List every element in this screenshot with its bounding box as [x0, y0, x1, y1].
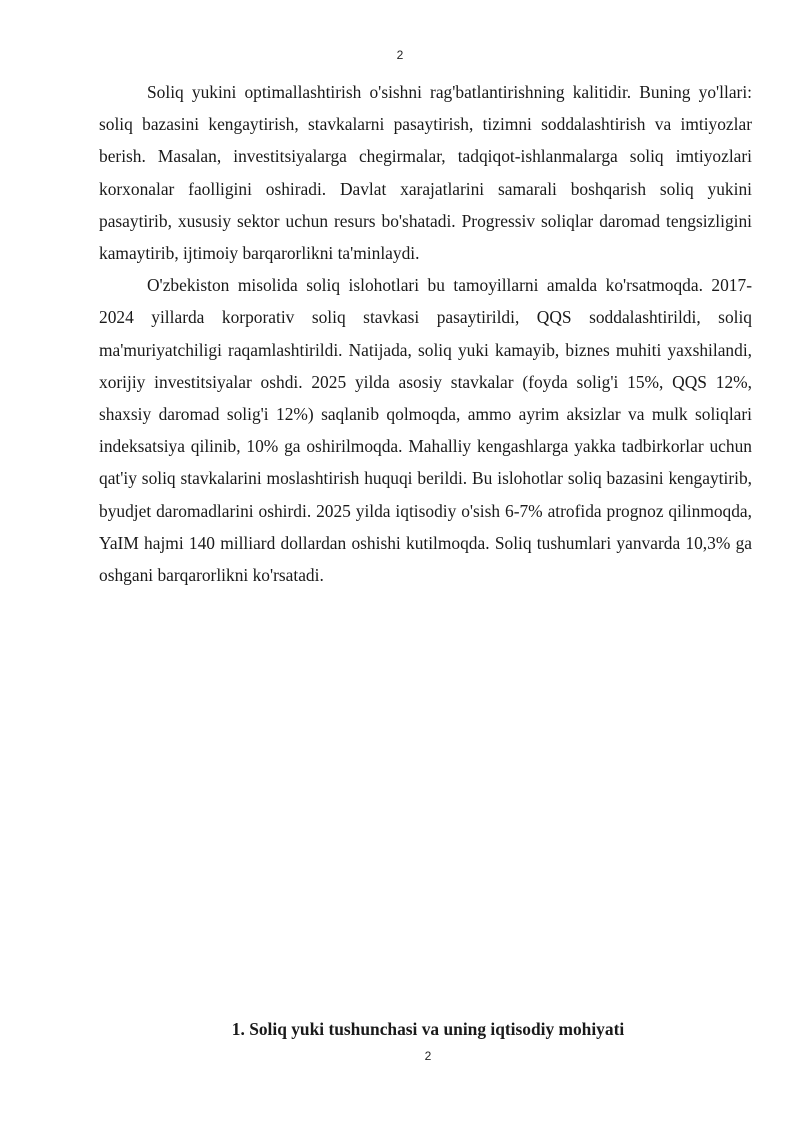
page-number-header: 2: [396, 48, 404, 62]
body-text: [99, 76, 752, 591]
paragraph-tax-burden-optimization: Soliq yukini optimallashtirish o'sishni rag'batlantirishning kalitidir. Buning yo'llari: soliq bazasini kengaytirish, stavkalarni pasaytirish, tizimni soddalashtirish va imtiyozlar berish. Masalan, investitsiyalarga chegirmalar, tadqiqot-ishlanmalarga soliq imtiyozlari korxonalar faolligini oshiradi. Davlat xarajatlarini samarali boshqarish soliq yukini pasaytirib, xususiy sektor uchun resurs bo'shatadi. Progressiv soliqlar daromad tengsizligini kamaytirib, ijtimoiy barqarorlikni ta'minlaydi.: [99, 82, 752, 264]
section-heading: 1. Soliq yuki tushunchasi va uning iqtisodiy mohiyati: [231, 1019, 625, 1039]
page-number-footer: 2: [424, 1049, 432, 1063]
paragraph-uzbekistan-reforms: O'zbekiston misolida soliq islohotlari bu tamoyillarni amalda ko'rsatmoqda. 2017-2024 yillarda korporativ soliq stavkasi pasaytirildi, QQS soddalashtirildi, soliq ma'muriyatchiligi raqamlashtirildi. Natijada, soliq yuki kamayib, biznes muhiti yaxshilandi, xorijiy investitsiyalar oshdi. 2025 yilda asosiy stavkalar (foyda solig'i 15%, QQS 12%, shaxsiy daromad solig'i 12%) saqlanib qolmoqda, ammo ayrim aksizlar va mulk soliqlari indeksatsiya qilinib, 10% ga oshirilmoqda. Mahalliy kengashlarga yakka tadbirkorlar uchun qat'iy soliq stavkalarini moslashtirish huquqi berildi. Bu islohotlar soliq bazasini kengaytirib, byudjet daromadlarini oshirdi. 2025 yilda iqtisodiy o'sish 6-7% atrofida prognoz qilinmoqda, YaIM hajmi 140 milliard dollardan oshishi kutilmoqda. Soliq tushumlari yanvarda 10,3% ga oshgani barqarorlikni ko'rsatadi.: [99, 275, 752, 586]
